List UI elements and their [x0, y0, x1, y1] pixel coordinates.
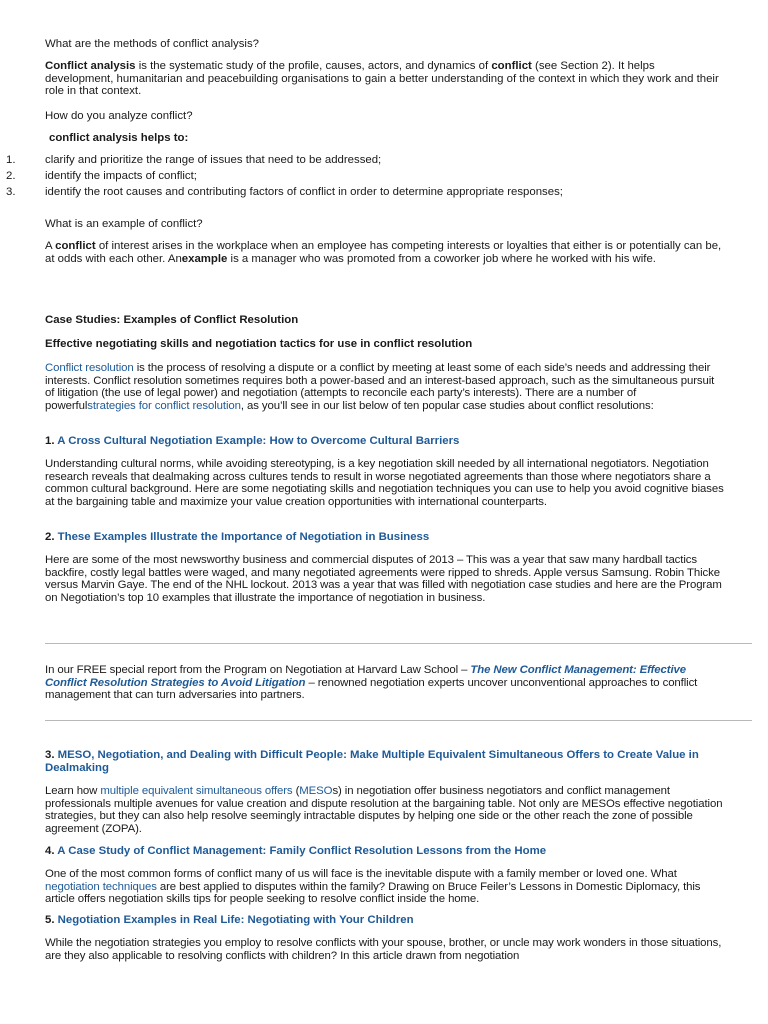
- section-2-link[interactable]: These Examples Illustrate the Importance of Negotiation in Business: [57, 531, 430, 543]
- section-2-body: Here are some of the most newsworthy business and commercial disputes of 2013 – This was a year that saw many hardball tactics backfire, costly legal battles were waged, and many negotiated agreements were ripped to shreds. Apple versus Samsung. Robin Thicke versus Marvin Gaye. The end of the NHL lockout. 2013 was a year that was filled with negotiation case studies and here are the Program on Negotiation’s top 10 examples that illustrate the importance of negotiation in business.: [45, 554, 722, 604]
- negotiation-techniques-link[interactable]: negotiation techniques: [45, 880, 157, 893]
- helps-list-item: [0, 154, 740, 170]
- intro-paragraph: Conflict resolution is the process of resolving a dispute or a conflict by meeting at least some of each side’s needs and addressing their interests. Conflict resolution sometimes requires both a power-based and an interest-based approach, such as the simultaneous pursuit of litigation (the use of legal power) and negotiation (attempts to reconcile each party’s interests). There are a number of powerfulstrategies for conflict resolution, as you’ll see in our list below of ten popular case studies about conflict resolutions:: [45, 362, 715, 412]
- divider-top: [45, 643, 752, 644]
- section-4-body: One of the most common forms of conflict many of us will face is the inevitable dispute with a family member or loved one. What negotiation techniques are best applied to disputes within the family? Drawing on Bruce Feiler’s Lessons in Domestic Diplomacy, this article offers negotiation skills tips for people seeking to resolve conflict inside the home.: [45, 868, 701, 906]
- strategies-link[interactable]: strategies for conflict resolution: [87, 399, 241, 412]
- term-conflict-analysis: Conflict analysis: [45, 60, 136, 72]
- helps-list-item: [0, 186, 740, 202]
- section-3-body: Learn how multiple equivalent simultaneous offers (MESOs) in negotiation offer business negotiators and conflict management professionals multiple avenues for value creation and dispute resolution at the bargaining table. Not only are MESOs effective negotiation strategies, but they can also help resolve seemingly intractable disputes by helping one side or the other reach the zone of possible agreement (ZOPA).: [45, 785, 723, 835]
- example-paragraph: A conflict of interest arises in the workplace when an employee has competing interests or loyalties that either is or potentially can be, at odds with each other. Anexample is a manager who was promoted from a coworker job where he worked with his wife.: [45, 240, 722, 265]
- list-number: 3.: [6, 186, 16, 198]
- meso-link[interactable]: multiple equivalent simultaneous offers: [100, 785, 293, 797]
- section-5-link[interactable]: Negotiation Examples in Real Life: Negotiating with Your Children: [57, 914, 414, 926]
- question-example: What is an example of conflict?: [45, 218, 203, 230]
- divider-bottom: [45, 720, 752, 721]
- list-item-text: clarify and prioritize the range of issues that need to be addressed;: [45, 154, 382, 166]
- section-1-body: Understanding cultural norms, while avoiding stereotyping, is a key negotiation skill needed by all international negotiators. Negotiation research reveals that dealmaking across cultures tends to result in worse negotiated agreements than those where negotiators share a common cultural background. Here are some negotiating skills and negotiation techniques you can use to help you avoid cognitive biases at the bargaining table and maximize your value creation opportunities with international counterparts.: [45, 458, 724, 508]
- section-3-heading: 3. MESO, Negotiation, and Dealing with Difficult People: Make Multiple Equivalent Simultaneous Offers to Create Value in Dealmaking: [45, 749, 699, 774]
- section-5-body: While the negotiation strategies you employ to resolve conflicts with your spouse, brother, or uncle may work wonders in those situations, are they also applicable to resolving conflicts with children? In this article drawn from negotiation: [45, 937, 722, 962]
- section-4-heading: 4. A Case Study of Conflict Management: Family Conflict Resolution Lessons from the Home: [45, 845, 547, 857]
- skills-heading: Effective negotiating skills and negotiation tactics for use in conflict resolution: [45, 338, 473, 350]
- section-5-heading: 5. Negotiation Examples in Real Life: Negotiating with Your Children: [45, 914, 414, 926]
- section-3-link[interactable]: MESO, Negotiation, and Dealing with Difficult People: Make Multiple Equivalent Simultaneous Offers to Create Value in Dealmaking: [45, 749, 699, 774]
- section-2-heading: 2. These Examples Illustrate the Importance of Negotiation in Business: [45, 531, 430, 543]
- list-item-text: identify the impacts of conflict;: [45, 170, 197, 182]
- conflict-resolution-link[interactable]: Conflict resolution: [45, 362, 134, 374]
- section-4-link[interactable]: A Case Study of Conflict Management: Family Conflict Resolution Lessons from the Home: [57, 845, 547, 857]
- definition-paragraph: Conflict analysis is the systematic study of the profile, causes, actors, and dynamics of conflict (see Section 2). It helps development, humanitarian and peacebuilding organisations to gain a better understanding of the context in which they work and their role in that context.: [45, 60, 719, 98]
- helps-heading: conflict analysis helps to:: [49, 132, 189, 144]
- question-methods: What are the methods of conflict analysis?: [45, 38, 259, 50]
- special-report-link[interactable]: The New Conflict Management: Effective Conflict Resolution Strategies to Avoid Litigation: [45, 664, 687, 689]
- list-item-text: identify the root causes and contributing factors of conflict in order to determine appropriate responses;: [45, 186, 563, 198]
- promo-paragraph: In our FREE special report from the Program on Negotiation at Harvard Law School – The New Conflict Management: Effective Conflict Resolution Strategies to Avoid Litigation – renowned negotiation experts uncover unconventional approaches to conflict management that can turn adversaries into partners.: [45, 664, 698, 702]
- section-1-heading: 1. A Cross Cultural Negotiation Example: How to Overcome Cultural Barriers: [45, 435, 460, 447]
- question-analyze: How do you analyze conflict?: [45, 110, 193, 122]
- meso-abbrev-link[interactable]: MESO: [299, 785, 333, 797]
- helps-list-item: [0, 170, 740, 186]
- case-studies-heading: Case Studies: Examples of Conflict Resolution: [45, 314, 299, 326]
- section-1-link[interactable]: A Cross Cultural Negotiation Example: How to Overcome Cultural Barriers: [57, 435, 460, 447]
- list-number: 1.: [6, 154, 16, 166]
- list-number: 2.: [6, 170, 16, 182]
